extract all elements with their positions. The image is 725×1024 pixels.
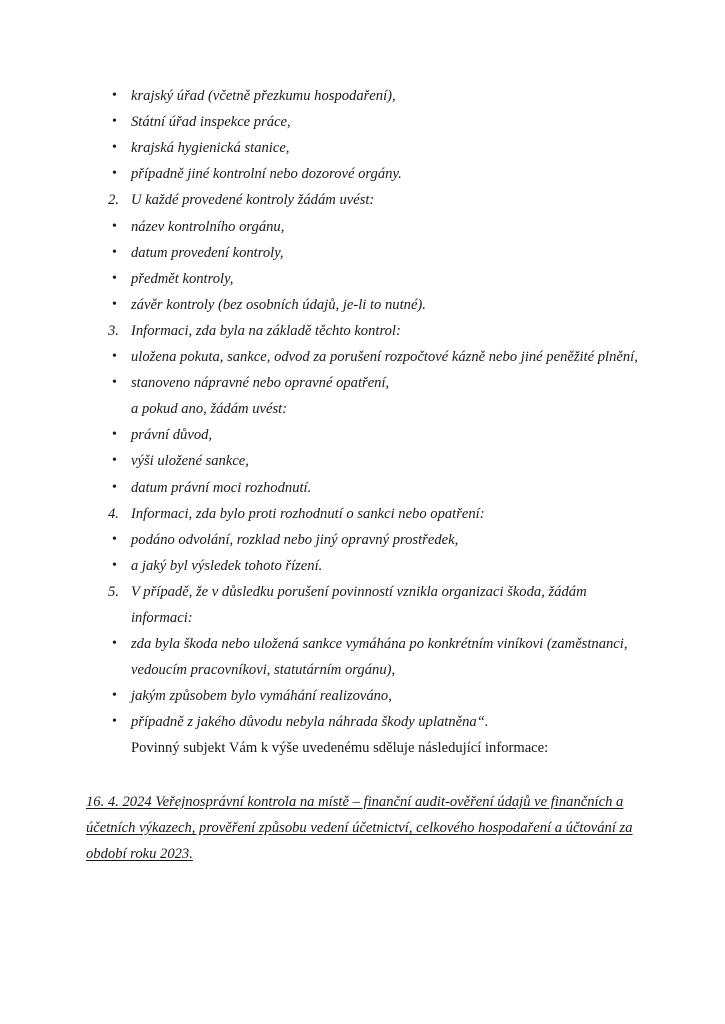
- item-text: případně jiné kontrolní nebo dozorové orgány.: [131, 166, 402, 183]
- item-text: datum právní moci rozhodnutí.: [131, 479, 312, 496]
- item-text: výši uložené sankce,: [131, 453, 249, 470]
- bullet-marker: •: [112, 244, 117, 260]
- item-text: závěr kontroly (bez osobních údajů, je-li to nutné).: [131, 296, 426, 313]
- item-text: Informaci, zda bylo proti rozhodnutí o sankci nebo opatření:: [131, 505, 485, 522]
- bullet-marker: •: [112, 218, 117, 234]
- bullet-marker: •: [112, 531, 117, 547]
- bullet-marker: •: [112, 166, 117, 182]
- finding-text: účetních výkazech, prověření způsobu vedení účetnictví, celkového hospodaření a účtování za: [86, 820, 633, 836]
- item-text: stanoveno nápravné nebo opravné opatření,: [131, 375, 390, 392]
- bullet-marker: •: [112, 140, 117, 156]
- bullet-marker: •: [112, 88, 117, 103]
- number-marker: 3.: [108, 322, 119, 339]
- item-text: název kontrolního orgánu,: [131, 218, 285, 235]
- item-text: a jaký byl výsledek tohoto řízení.: [131, 557, 323, 574]
- bullet-marker: •: [112, 636, 117, 652]
- item-text: informaci:: [131, 610, 193, 626]
- bullet-marker: •: [112, 557, 117, 573]
- bullet-marker: •: [112, 296, 117, 312]
- bullet-marker: •: [112, 479, 117, 495]
- item-text: vedoucím pracovníkovi, statutárním orgánu),: [131, 662, 396, 679]
- bullet-marker: •: [112, 114, 117, 130]
- item-text: jakým způsobem bylo vymáhání realizováno,: [131, 688, 392, 705]
- bullet-marker: •: [112, 453, 117, 469]
- item-text: předmět kontroly,: [131, 270, 234, 287]
- item-text: a pokud ano, žádám uvést:: [131, 401, 288, 418]
- finding-text: 16. 4. 2024 Veřejnosprávní kontrola na místě – finanční audit-ověření údajů ve finančních a: [86, 794, 624, 810]
- number-marker: 5.: [108, 583, 119, 600]
- bullet-marker: •: [112, 270, 117, 286]
- item-text: zda byla škoda nebo uložená sankce vymáhána po konkrétním viníkovi (zaměstnanci,: [131, 636, 628, 653]
- item-text: U každé provedené kontroly žádám uvést:: [131, 192, 375, 209]
- item-text: V případě, že v důsledku porušení povinností vznikla organizaci škoda, žádám: [131, 583, 587, 600]
- bullet-marker: •: [112, 427, 117, 443]
- item-text: datum provedení kontroly,: [131, 244, 284, 261]
- bullet-marker: •: [112, 688, 117, 704]
- statement-text: Povinný subjekt Vám k výše uvedenému sděluje následující informace:: [131, 740, 549, 756]
- number-marker: 4.: [108, 505, 119, 522]
- bullet-marker: •: [112, 375, 117, 391]
- bullet-marker: •: [112, 349, 117, 364]
- item-text: Státní úřad inspekce práce,: [131, 114, 291, 131]
- item-text: krajská hygienická stanice,: [131, 140, 290, 157]
- item-text: případně z jakého důvodu nebyla náhrada škody uplatněna“.: [131, 714, 489, 731]
- item-text: Informaci, zda byla na základě těchto kontrol:: [131, 322, 401, 339]
- bullet-marker: •: [112, 714, 117, 730]
- item-text: krajský úřad (včetně přezkumu hospodaření),: [131, 88, 396, 104]
- number-marker: 2.: [108, 192, 119, 209]
- finding-text: období roku 2023.: [86, 846, 193, 862]
- item-text: uložena pokuta, sankce, odvod za porušení rozpočtové kázně nebo jiné peněžité plnění,: [131, 349, 638, 365]
- item-text: právní důvod,: [131, 427, 213, 444]
- item-text: podáno odvolání, rozklad nebo jiný opravný prostředek,: [131, 531, 459, 548]
